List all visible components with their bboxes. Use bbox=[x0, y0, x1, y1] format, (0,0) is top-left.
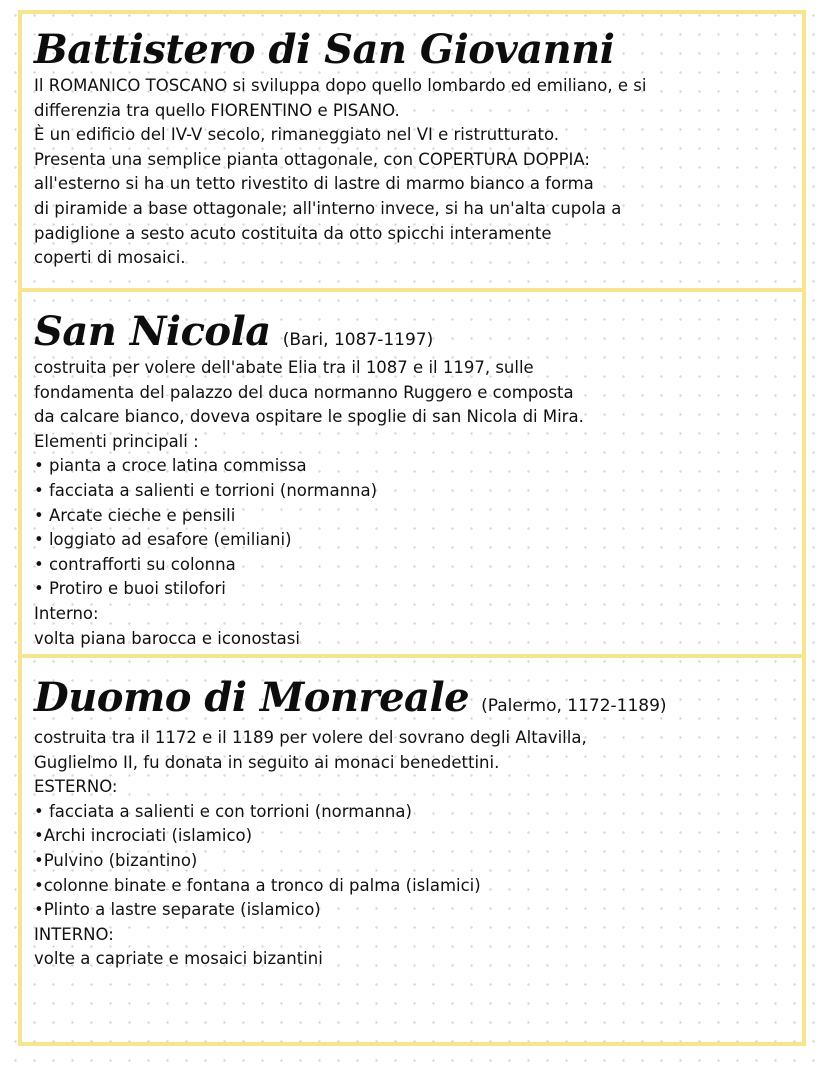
text-line: fondamenta del palazzo del duca normanno Ruggero e composta bbox=[34, 382, 574, 402]
text-line: Il ROMANICO TOSCANO si sviluppa dopo quello lombardo ed emiliano, e si bbox=[34, 76, 647, 95]
list-item: • facciata a salienti e con torrioni (normanna) bbox=[34, 801, 412, 821]
list-item: • loggiato ad esafore (emiliani) bbox=[34, 530, 292, 550]
section-title: San Nicola bbox=[34, 308, 271, 355]
text-line: volte a capriate e mosaici bizantini bbox=[34, 949, 323, 969]
section-heading bbox=[34, 24, 792, 76]
text-line: all'esterno si ha un tetto rivestito di lastre di marmo bianco a forma bbox=[34, 174, 594, 194]
list-item: •Plinto a lastre separate (islamico) bbox=[34, 900, 321, 920]
text-line: costruita per volere dell'abate Elia tra il 1087 e il 1197, sulle bbox=[34, 358, 534, 377]
section-battistero bbox=[22, 14, 802, 292]
list-item: • Arcate cieche e pensili bbox=[34, 505, 236, 525]
text-line: differenzia tra quello FIORENTINO e PISANO. bbox=[34, 100, 400, 120]
section-title: Battistero di San Giovanni bbox=[34, 26, 615, 73]
text-line: Elementi principali : bbox=[34, 431, 199, 451]
text-line: costruita tra il 1172 e il 1189 per volere del sovrano degli Altavilla, bbox=[34, 728, 587, 747]
list-item: • facciata a salienti e torrioni (normanna) bbox=[34, 480, 378, 500]
section-duomo-monreale bbox=[22, 658, 802, 1042]
text-line: volta piana barocca e iconostasi bbox=[34, 628, 300, 648]
text-line: INTERNO: bbox=[34, 924, 114, 944]
section-heading bbox=[34, 306, 792, 358]
text-line: È un edificio del IV-V secolo, rimaneggiato nel VI e ristrutturato. bbox=[34, 125, 560, 145]
notes-page bbox=[18, 10, 806, 1046]
list-item: • contrafforti su colonna bbox=[34, 554, 236, 574]
section-san-nicola bbox=[22, 292, 802, 658]
section-subtitle: (Palermo, 1172-1189) bbox=[481, 696, 667, 716]
list-item: •colonne binate e fontana a tronco di palma (islamici) bbox=[34, 875, 481, 895]
section-body bbox=[34, 726, 792, 972]
list-item: • Protiro e buoi stilofori bbox=[34, 579, 226, 599]
text-line: di piramide a base ottagonale; all'interno invece, si ha un'alta cupola a bbox=[34, 198, 622, 218]
section-title: Duomo di Monreale bbox=[34, 674, 470, 721]
text-line: Presenta una semplice pianta ottagonale, con COPERTURA DOPPIA: bbox=[34, 149, 590, 169]
list-item: •Archi incrociati (islamico) bbox=[34, 826, 253, 846]
text-line: padiglione a sesto acuto costituita da otto spicchi interamente bbox=[34, 223, 552, 243]
text-line: da calcare bianco, doveva ospitare le spoglie di san Nicola di Mira. bbox=[34, 407, 584, 427]
section-subtitle: (Bari, 1087-1197) bbox=[282, 330, 434, 350]
list-item: •Pulvino (bizantino) bbox=[34, 850, 198, 870]
text-line: Guglielmo II, fu donata in seguito ai monaci benedettini. bbox=[34, 752, 500, 772]
text-line: Interno: bbox=[34, 603, 99, 623]
section-heading bbox=[34, 672, 792, 724]
section-body bbox=[34, 74, 792, 271]
text-line: coperti di mosaici. bbox=[34, 248, 186, 268]
list-item: • pianta a croce latina commissa bbox=[34, 456, 307, 476]
text-line: ESTERNO: bbox=[34, 777, 118, 797]
section-body bbox=[34, 356, 792, 651]
